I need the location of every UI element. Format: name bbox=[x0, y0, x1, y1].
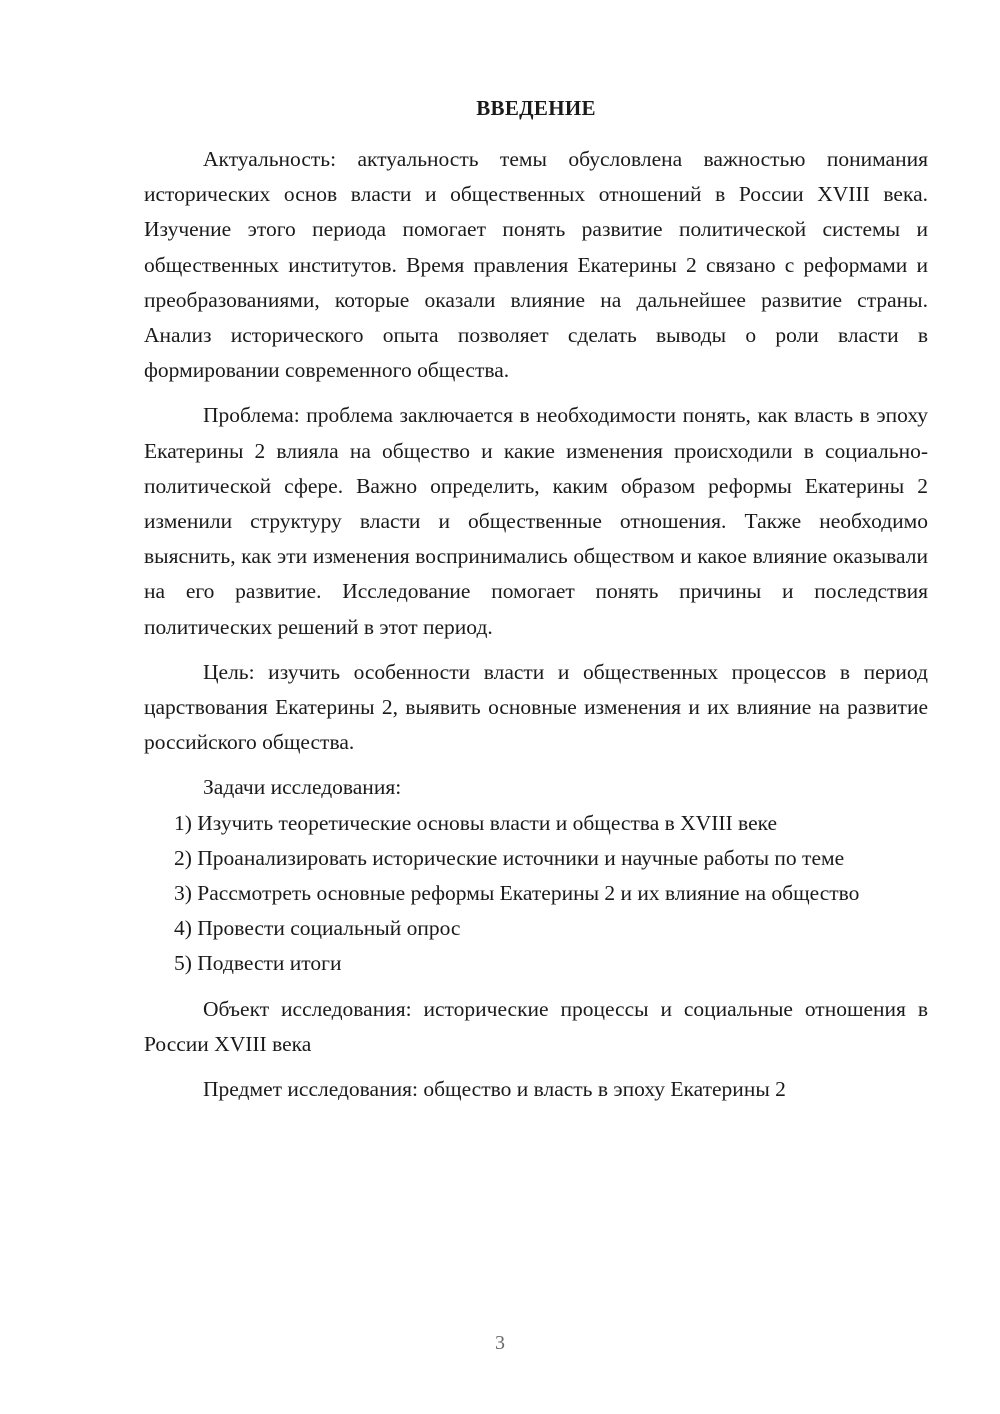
subject-paragraph: Предмет исследования: общество и власть в эпоху Екатерины 2 bbox=[203, 1077, 786, 1102]
object-paragraph: Объект исследования: исторические процессы и социальные отношения в России XVIII века bbox=[144, 996, 928, 1056]
goal-paragraph: Цель: изучить особенности власти и общественных процессов в период царствования Екатерины 2, выявить основные изменения и их влияние на развитие российского общества. bbox=[144, 659, 928, 755]
task-item: 2) Проанализировать исторические источники и научные работы по теме bbox=[174, 845, 845, 870]
relevance-paragraph: Актуальность: актуальность темы обусловлена важностью понимания исторических основ власти и общественных отношений в России XVIII века. Изучение этого периода помогает понять развитие политической системы и общественных институтов. Время правления Екатерины 2 связано с реформами и преобразованиями, которые оказали влияние на дальнейшее развитие страны. Анализ исторического опыта позволяет сделать выводы о роли власти в формировании современного общества. bbox=[144, 147, 928, 383]
task-item: 1) Изучить теоретические основы власти и общества в XVIII веке bbox=[174, 810, 778, 835]
task-item: 4) Провести социальный опрос bbox=[174, 916, 461, 941]
document-body bbox=[144, 142, 928, 1107]
tasks-heading: Задачи исследования: bbox=[203, 775, 402, 800]
page-title: ВВЕДЕНИЕ bbox=[476, 96, 596, 120]
problem-paragraph: Проблема: проблема заключается в необходимости понять, как власть в эпоху Екатерины 2 влияла на общество и какие изменения происходили в социально-политической сфере. Важно определить, каким образом реформы Екатерины 2 изменили структуру власти и общественные отношения. Также необходимо выяснить, как эти изменения воспринимались обществом и какое влияние оказывали на его развитие. Исследование помогает понять причины и последствия политических решений в этот период. bbox=[144, 403, 928, 639]
page-number: 3 bbox=[495, 1332, 505, 1354]
task-item: 3) Рассмотреть основные реформы Екатерины 2 и их влияние на общество bbox=[174, 881, 860, 906]
task-item: 5) Подвести итоги bbox=[174, 951, 342, 976]
